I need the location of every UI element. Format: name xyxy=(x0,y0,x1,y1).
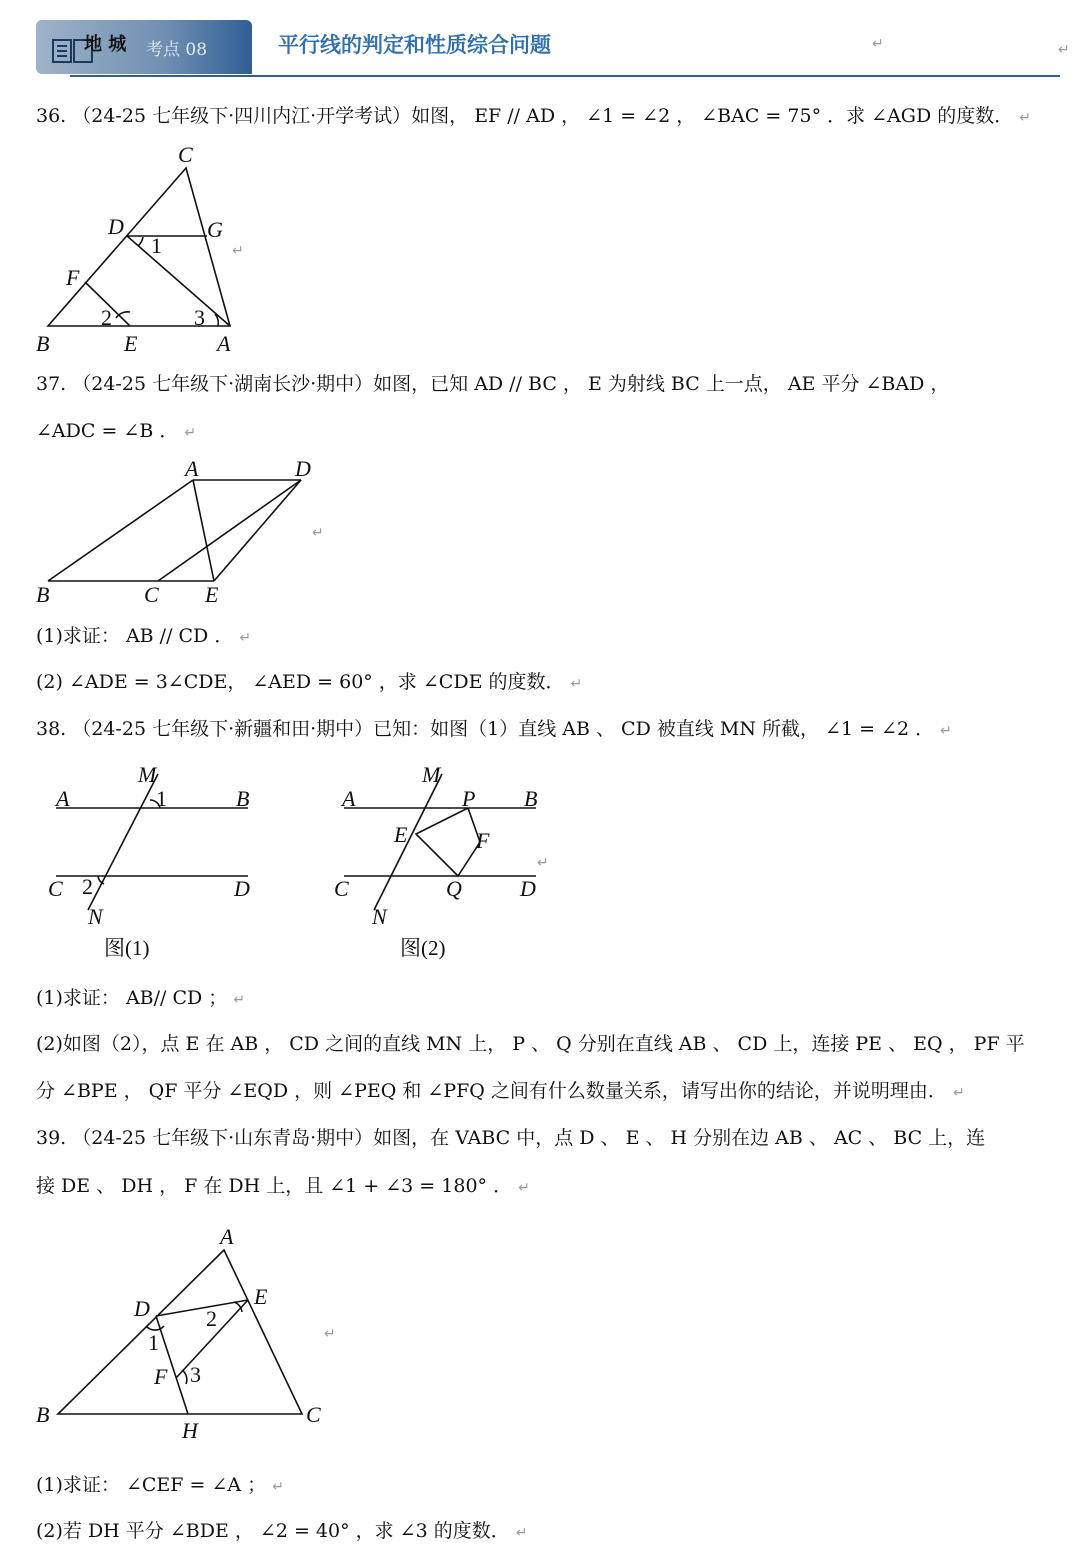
point-label-c: C xyxy=(178,142,193,167)
point-label-g: G xyxy=(207,217,223,242)
point-label-c: C xyxy=(48,876,63,901)
point-label-d: D xyxy=(234,876,250,901)
point-label-m: M xyxy=(422,762,441,787)
point-label-b: B xyxy=(236,786,250,811)
figure-38-1 xyxy=(40,760,270,970)
angle-label-1: 1 xyxy=(151,233,162,258)
angle-label-1: 1 xyxy=(148,1330,159,1355)
point-label-n: N xyxy=(88,904,103,929)
question-37-text-line2 xyxy=(36,419,196,445)
figure-caption-2: 图(2) xyxy=(400,936,446,960)
angle-label-3: 3 xyxy=(190,1362,201,1387)
return-mark-icon: ↵ xyxy=(272,1479,284,1495)
topic-code: 考点 08 xyxy=(146,40,208,60)
return-mark-icon: ↵ xyxy=(324,1326,336,1342)
return-mark-icon: ↵ xyxy=(940,723,952,739)
point-label-p: P xyxy=(462,786,476,811)
question-38-part-2 xyxy=(36,1032,1025,1056)
figure-36 xyxy=(30,140,260,360)
return-mark-icon: ↵ xyxy=(1019,110,1032,126)
question-37-part-1-text: (1)求证： AB // CD ． xyxy=(36,625,234,647)
point-label-a: A xyxy=(217,331,231,356)
point-label-f: F xyxy=(476,828,490,853)
question-39-statement: 39. （24-25 七年级下·山东青岛·期中）如图，在 VABC 中，点 D 、 E 、 H 分别在边 AB 、 AC 、 BC 上，连 xyxy=(36,1127,986,1149)
point-label-b: B xyxy=(524,786,538,811)
point-label-a: A xyxy=(220,1224,234,1249)
return-mark-icon: ↵ xyxy=(232,243,244,259)
question-37-statement: 37. （24-25 七年级下·湖南长沙·期中）如图，已知 AD // BC ， E 为射线 BC 上一点， AE 平分 ∠BAD ， xyxy=(36,373,950,395)
question-38-part-2-line2 xyxy=(36,1079,965,1105)
point-label-d: D xyxy=(134,1296,150,1321)
question-39-part-2-text: (2)若 DH 平分 ∠BDE ， ∠2 = 40° ，求 ∠3 的度数． xyxy=(36,1520,510,1542)
figure-37 xyxy=(30,455,330,615)
point-label-f: F xyxy=(66,265,80,290)
point-label-e: E xyxy=(124,331,138,356)
point-label-b: B xyxy=(36,1402,50,1427)
question-37-text xyxy=(36,372,949,396)
question-39-condition: 接 DE 、 DH ， F 在 DH 上，且 ∠1 + ∠3 = 180° ． xyxy=(36,1175,513,1197)
point-label-e: E xyxy=(254,1284,268,1309)
point-label-q: Q xyxy=(446,876,462,901)
question-37-part-2-text: (2) ∠ADE = 3∠CDE， ∠AED = 60° ，求 ∠CDE 的度数． xyxy=(36,671,565,693)
question-38-statement: 38. （24-25 七年级下·新疆和田·期中）已知：如图（1）直线 AB 、 CD 被直线 MN 所截， ∠1 = ∠2 ． xyxy=(36,718,935,740)
point-label-h: H xyxy=(182,1418,198,1443)
point-label-n: N xyxy=(372,904,387,929)
angle-label-1: 1 xyxy=(156,786,167,811)
question-37-part-1 xyxy=(36,624,251,650)
question-38-part-1 xyxy=(36,986,245,1012)
question-38-part-2-text-cont: 分 ∠BPE ， QF 平分 ∠EQD ，则 ∠PEQ 和 ∠PFQ 之间有什么数量关系，请写出你的结论，并说明理由． xyxy=(36,1080,947,1102)
header-badge: 地 城 xyxy=(84,34,127,55)
question-39-part-2 xyxy=(36,1519,528,1545)
return-mark-icon: ↵ xyxy=(952,1085,965,1101)
question-37-condition: ∠ADC = ∠B ． xyxy=(36,420,179,442)
return-mark-icon: ↵ xyxy=(515,1525,528,1541)
return-mark-icon: ↵ xyxy=(1058,42,1070,58)
point-label-m: M xyxy=(138,762,157,787)
header-divider xyxy=(70,75,1060,77)
page-title: 平行线的判定和性质综合问题 xyxy=(278,33,551,57)
return-mark-icon: ↵ xyxy=(239,630,252,646)
return-mark-icon: ↵ xyxy=(184,425,197,441)
point-label-d: D xyxy=(295,456,311,481)
point-label-f: F xyxy=(154,1364,168,1389)
point-label-d: D xyxy=(520,876,536,901)
question-39-text xyxy=(36,1126,985,1150)
point-label-c: C xyxy=(334,876,349,901)
figure-39 xyxy=(30,1222,340,1447)
return-mark-icon: ↵ xyxy=(518,1180,530,1196)
angle-label-2: 2 xyxy=(206,1306,217,1331)
point-label-b: B xyxy=(36,582,50,607)
return-mark-icon: ↵ xyxy=(233,992,246,1008)
question-39-part-1-text: (1)求证： ∠CEF = ∠A ； xyxy=(36,1474,267,1496)
question-38-part-2-text: (2)如图（2），点 E 在 AB ， CD 之间的直线 MN 上， P 、 Q 分别在直线 AB 、 CD 上，连接 PE 、 EQ ， PF 平 xyxy=(36,1033,1025,1055)
return-mark-icon: ↵ xyxy=(872,36,884,52)
figure-caption-1: 图(1) xyxy=(104,936,150,960)
point-label-a: A xyxy=(185,456,199,481)
question-36-statement: 36. （24-25 七年级下·四川内江·开学考试）如图， EF // AD ， ∠1 = ∠2 ， ∠BAC = 75° ．求 ∠AGD 的度数． xyxy=(36,105,1014,127)
angle-label-2: 2 xyxy=(82,874,93,899)
return-mark-icon: ↵ xyxy=(312,525,324,541)
return-mark-icon: ↵ xyxy=(537,855,549,871)
figure-38-2 xyxy=(330,760,560,970)
question-36-text xyxy=(36,104,1031,130)
question-39-text-line2 xyxy=(36,1174,530,1200)
point-label-e: E xyxy=(205,582,219,607)
point-label-c: C xyxy=(306,1402,321,1427)
question-38-text xyxy=(36,717,952,743)
point-label-b: B xyxy=(36,331,50,356)
angle-label-3: 3 xyxy=(194,305,205,330)
return-mark-icon: ↵ xyxy=(570,676,583,692)
question-38-part-1-text: (1)求证： AB// CD ； xyxy=(36,987,228,1009)
point-label-d: D xyxy=(108,214,124,239)
point-label-a: A xyxy=(342,786,356,811)
angle-label-2: 2 xyxy=(101,305,112,330)
point-label-e: E xyxy=(394,822,408,847)
point-label-a: A xyxy=(56,786,70,811)
question-37-part-2 xyxy=(36,670,582,696)
question-39-part-1 xyxy=(36,1473,284,1499)
point-label-c: C xyxy=(144,582,159,607)
